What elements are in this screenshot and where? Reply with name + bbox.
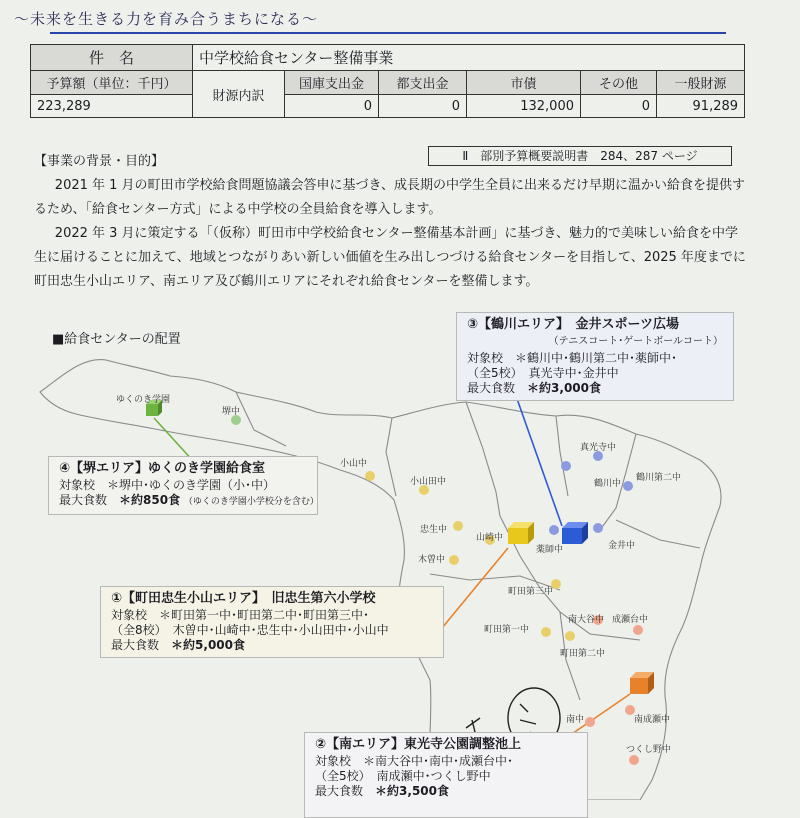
- center-minami-cube-icon: [630, 672, 654, 694]
- dot-kiso: [449, 555, 459, 565]
- dot-minami: [585, 717, 595, 727]
- fund-header-national: 国庫支出金: [285, 71, 379, 95]
- card-sakai-max-value: ＊約850食: [119, 493, 181, 507]
- dot-oyama: [365, 471, 375, 481]
- label-minaminaruse: 南成瀬中: [634, 715, 671, 725]
- label-tsurukawa2: 鶴川第二中: [636, 473, 682, 483]
- fund-value-bond: 132,000: [467, 95, 581, 118]
- label-oyama: 小山中: [340, 459, 368, 469]
- dot-tsukushino: [629, 755, 639, 765]
- card-machida-schools-2: 木曽中･山崎中･忠生中･小山田中･小山中: [172, 623, 389, 637]
- card-sakai-note: （ゆくのき学園小学校分を含む）: [183, 497, 319, 507]
- card-tsurukawa-max-label: 最大食数: [467, 381, 516, 395]
- card-tsurukawa-schools-2: 真光寺中･金井中: [528, 366, 619, 380]
- card-machida-max-label: 最大食数: [111, 638, 160, 652]
- card-minami-max-label: 最大食数: [315, 784, 364, 798]
- amount-value: 223,289: [31, 95, 193, 118]
- fund-value-other: 0: [581, 95, 657, 118]
- fund-value-general: 91,289: [657, 95, 745, 118]
- paragraph-1: 2021 年 1 月の町田市学校給食問題協議会答申に基づき、成長期の中学生全員に出来るだけ早期に温かい給食を提供するため、「給食センター方式」による中学校の全員給食を導入します。: [34, 178, 746, 217]
- card-minami-area: [304, 732, 588, 818]
- dot-machida1: [541, 627, 551, 637]
- name-label: 件 名: [31, 45, 193, 71]
- label-kiso: 木曽中: [418, 555, 446, 565]
- label-kanai: 金井中: [608, 541, 636, 551]
- fund-header-bond: 市債: [467, 71, 581, 95]
- card-minami-max-value: ＊約3,500食: [375, 784, 449, 798]
- label-tadao: 忠生中: [420, 525, 448, 535]
- label-yukunoki: ゆくのき学園: [116, 395, 171, 405]
- fund-header-general: 一般財源: [657, 71, 745, 95]
- card-machida-title: ①【町田忠生小山エリア】 旧忠生第六小学校: [111, 591, 376, 606]
- label-machida3: 町田第三中: [508, 587, 554, 597]
- card-machida-schools-1: ＊町田第一中･町田第二中･町田第三中･: [159, 608, 370, 622]
- card-tsurukawa-area: [456, 312, 734, 401]
- center-machida-cube-icon: [508, 522, 534, 544]
- fund-header-metro: 都支出金: [379, 71, 467, 95]
- center-tsurukawa-cube-icon: [562, 522, 588, 544]
- tagline: ～未来を生きる力を育み合うまちになる～: [14, 10, 319, 28]
- reference-box: Ⅱ 部別予算概要説明書 284、287 ページ: [428, 146, 732, 166]
- card-tsurukawa-max-value: ＊約3,000食: [527, 381, 601, 395]
- card-minami-title: ②【南エリア】東光寺公園調整池上: [315, 737, 522, 752]
- fund-value-metro: 0: [379, 95, 467, 118]
- fund-label: 財源内訳: [193, 71, 285, 118]
- connector-lines: [154, 396, 630, 738]
- label-machida1: 町田第一中: [484, 625, 530, 635]
- card-sakai-area: [48, 456, 318, 515]
- fund-header-other: その他: [581, 71, 657, 95]
- map-heading: ■給食センターの配置: [52, 332, 181, 347]
- dot-naruse: [633, 625, 643, 635]
- card-minami-schools-2: 南成瀬中･つくし野中: [376, 769, 491, 783]
- label-machida2: 町田第二中: [560, 649, 606, 659]
- card-machida-area: [100, 586, 444, 658]
- dot-tsurukawa: [561, 461, 571, 471]
- card-tsurukawa-subtitle: （テニスコート･ゲートボールコート）: [548, 336, 723, 347]
- card-tsurukawa-target-label: 対象校: [467, 351, 504, 365]
- dot-kanai: [593, 523, 603, 533]
- card-machida-count: （全8校）: [111, 623, 161, 637]
- card-machida-target-label: 対象校: [111, 608, 148, 622]
- paragraph-2: 2022 年 3 月に策定する「（仮称）町田市中学校給食センター整備基本計画」に基づき、魅力的で美味しい給食を中学生に届けることに加えて、地域とつながりあい新しい価値を生み出しつづける給食センターを目指して、2025 年度までに町田忠生小山エリア、南エリア及び鶴川エリアにそれぞれ給食センターを整備します。: [34, 226, 746, 289]
- label-tsurukawa: 鶴川中: [594, 479, 622, 489]
- dot-tadao: [453, 521, 463, 531]
- dot-machida2: [565, 631, 575, 641]
- card-sakai-schools-1: ＊堺中･ゆくのき学園（小･中）: [107, 478, 276, 492]
- card-sakai-title: ④【堺エリア】ゆくのき学園給食室: [59, 461, 266, 476]
- section-heading: 【事業の背景・目的】: [34, 154, 165, 169]
- label-yamazaki: 山崎中: [476, 533, 504, 543]
- label-minamiotani: 南大谷中: [568, 615, 605, 625]
- label-yakushi: 薬師中: [536, 545, 564, 555]
- card-tsurukawa-title: ③【鶴川エリア】 金井スポーツ広場: [467, 317, 679, 332]
- card-tsurukawa-count: （全5校）: [467, 366, 517, 380]
- card-minami-schools-1: ＊南大谷中･南中･成瀬台中･: [363, 754, 514, 768]
- card-sakai-target-label: 対象校: [59, 478, 96, 492]
- card-tsurukawa-schools-1: ＊鶴川中･鶴川第二中･薬師中･: [515, 351, 678, 365]
- fund-value-national: 0: [285, 95, 379, 118]
- dot-tsurukawa2: [623, 481, 633, 491]
- label-shinkoji: 真光寺中: [580, 443, 617, 453]
- label-sakai: 堺中: [222, 407, 241, 417]
- label-minami: 南中: [566, 715, 585, 725]
- label-naruse: 成瀬台中: [612, 615, 649, 625]
- dot-yakushi: [549, 525, 559, 535]
- amount-label: 予算額（単位：千円）: [31, 71, 193, 95]
- card-minami-count: （全5校）: [315, 769, 365, 783]
- card-minami-target-label: 対象校: [315, 754, 352, 768]
- label-oyamada: 小山田中: [410, 477, 447, 487]
- card-machida-max-value: ＊約5,000食: [171, 638, 245, 652]
- name-value: 中学校給食センター整備事業: [193, 45, 745, 71]
- label-tsukushino: つくし野中: [626, 745, 672, 755]
- card-sakai-max-label: 最大食数: [59, 493, 108, 507]
